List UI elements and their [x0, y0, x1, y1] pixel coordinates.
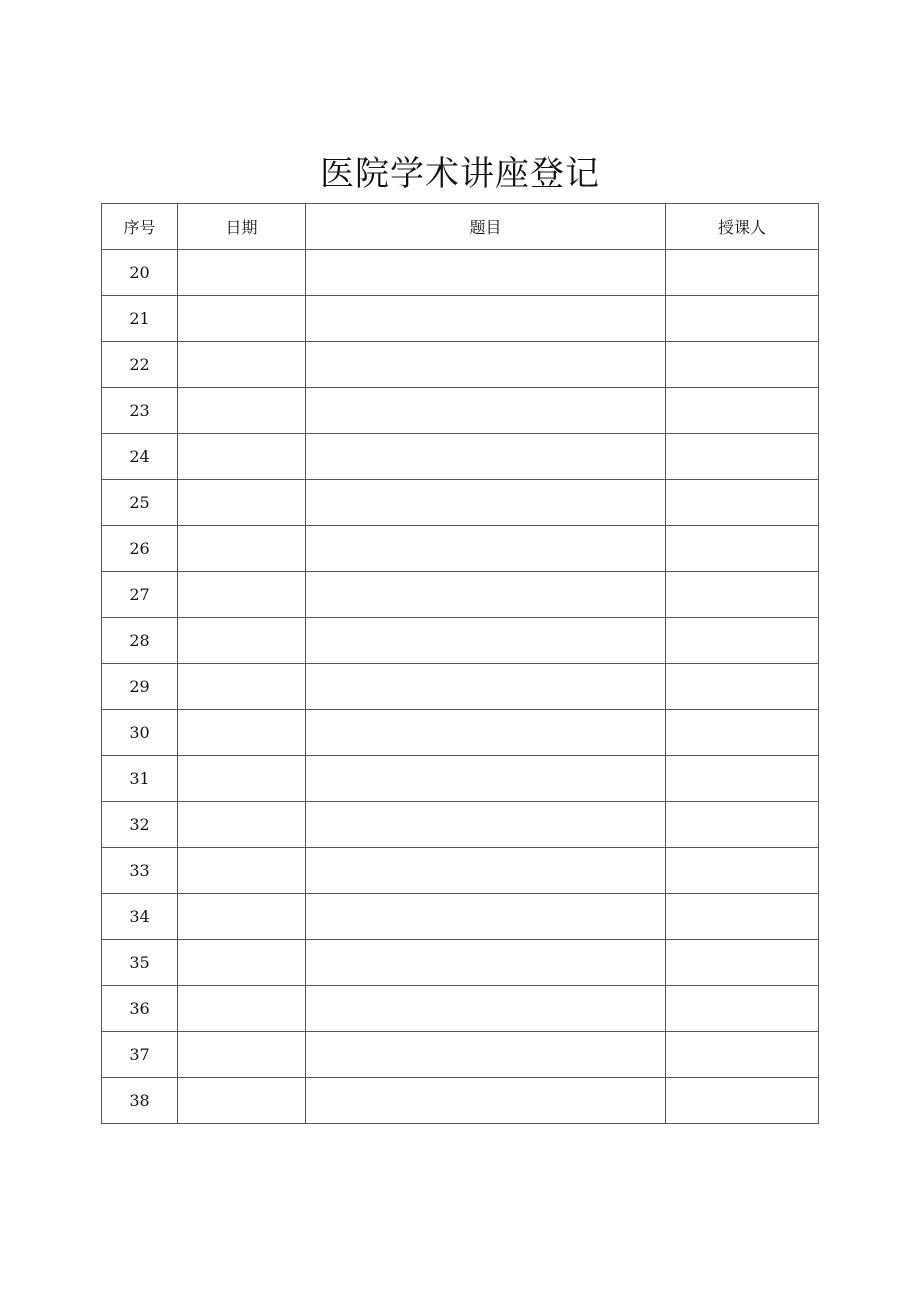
lecture-register-table — [101, 203, 819, 1124]
row-number-cell: 35 — [102, 940, 178, 986]
row-number-cell: 34 — [102, 894, 178, 940]
row-number-cell: 20 — [102, 250, 178, 296]
row-number-cell: 37 — [102, 1032, 178, 1078]
lecturer-cell[interactable] — [666, 526, 819, 572]
date-cell[interactable] — [178, 434, 306, 480]
lecturer-cell[interactable] — [666, 342, 819, 388]
lecturer-cell[interactable] — [666, 618, 819, 664]
lecturer-cell[interactable] — [666, 940, 819, 986]
header-topic: 题目 — [306, 204, 666, 250]
date-cell[interactable] — [178, 480, 306, 526]
date-cell[interactable] — [178, 1078, 306, 1124]
header-row — [102, 204, 819, 250]
date-cell[interactable] — [178, 894, 306, 940]
row-number-cell: 25 — [102, 480, 178, 526]
topic-cell[interactable] — [306, 388, 666, 434]
date-cell[interactable] — [178, 572, 306, 618]
lecturer-cell[interactable] — [666, 296, 819, 342]
date-cell[interactable] — [178, 250, 306, 296]
table-row — [102, 756, 819, 802]
topic-cell[interactable] — [306, 940, 666, 986]
lecturer-cell[interactable] — [666, 986, 819, 1032]
row-number-cell: 31 — [102, 756, 178, 802]
table-row — [102, 1078, 819, 1124]
table-row — [102, 388, 819, 434]
row-number-cell: 38 — [102, 1078, 178, 1124]
register-body — [102, 250, 819, 1124]
table-row — [102, 940, 819, 986]
date-cell[interactable] — [178, 388, 306, 434]
table-row — [102, 894, 819, 940]
table-row — [102, 250, 819, 296]
topic-cell[interactable] — [306, 526, 666, 572]
table-row — [102, 342, 819, 388]
row-number-cell: 29 — [102, 664, 178, 710]
topic-cell[interactable] — [306, 1078, 666, 1124]
row-number-cell: 28 — [102, 618, 178, 664]
table-row — [102, 802, 819, 848]
lecturer-cell[interactable] — [666, 1078, 819, 1124]
topic-cell[interactable] — [306, 986, 666, 1032]
row-number-cell: 23 — [102, 388, 178, 434]
topic-cell[interactable] — [306, 250, 666, 296]
date-cell[interactable] — [178, 296, 306, 342]
table-row — [102, 480, 819, 526]
row-number-cell: 36 — [102, 986, 178, 1032]
date-cell[interactable] — [178, 710, 306, 756]
lecturer-cell[interactable] — [666, 710, 819, 756]
date-cell[interactable] — [178, 848, 306, 894]
lecturer-cell[interactable] — [666, 434, 819, 480]
topic-cell[interactable] — [306, 618, 666, 664]
date-cell[interactable] — [178, 618, 306, 664]
table-row — [102, 664, 819, 710]
table-row — [102, 986, 819, 1032]
topic-cell[interactable] — [306, 1032, 666, 1078]
topic-cell[interactable] — [306, 710, 666, 756]
date-cell[interactable] — [178, 1032, 306, 1078]
lecturer-cell[interactable] — [666, 572, 819, 618]
lecturer-cell[interactable] — [666, 388, 819, 434]
lecturer-cell[interactable] — [666, 894, 819, 940]
table-row — [102, 710, 819, 756]
table-row — [102, 434, 819, 480]
topic-cell[interactable] — [306, 342, 666, 388]
topic-cell[interactable] — [306, 894, 666, 940]
row-number-cell: 24 — [102, 434, 178, 480]
page-title: 医院学术讲座登记 — [320, 154, 600, 194]
topic-cell[interactable] — [306, 848, 666, 894]
topic-cell[interactable] — [306, 802, 666, 848]
table-row — [102, 1032, 819, 1078]
topic-cell[interactable] — [306, 480, 666, 526]
topic-cell[interactable] — [306, 434, 666, 480]
row-number-cell: 27 — [102, 572, 178, 618]
date-cell[interactable] — [178, 756, 306, 802]
lecturer-cell[interactable] — [666, 1032, 819, 1078]
row-number-cell: 33 — [102, 848, 178, 894]
row-number-cell: 26 — [102, 526, 178, 572]
table-row — [102, 618, 819, 664]
row-number-cell: 21 — [102, 296, 178, 342]
lecturer-cell[interactable] — [666, 756, 819, 802]
row-number-cell: 22 — [102, 342, 178, 388]
date-cell[interactable] — [178, 526, 306, 572]
lecturer-cell[interactable] — [666, 848, 819, 894]
date-cell[interactable] — [178, 940, 306, 986]
lecturer-cell[interactable] — [666, 250, 819, 296]
lecturer-cell[interactable] — [666, 664, 819, 710]
date-cell[interactable] — [178, 986, 306, 1032]
header-lecturer: 授课人 — [666, 204, 819, 250]
table-row — [102, 572, 819, 618]
topic-cell[interactable] — [306, 572, 666, 618]
header-no: 序号 — [102, 204, 178, 250]
topic-cell[interactable] — [306, 296, 666, 342]
row-number-cell: 32 — [102, 802, 178, 848]
table-row — [102, 526, 819, 572]
topic-cell[interactable] — [306, 756, 666, 802]
table-row — [102, 296, 819, 342]
date-cell[interactable] — [178, 664, 306, 710]
header-date: 日期 — [178, 204, 306, 250]
date-cell[interactable] — [178, 802, 306, 848]
row-number-cell: 30 — [102, 710, 178, 756]
date-cell[interactable] — [178, 342, 306, 388]
table-row — [102, 848, 819, 894]
topic-cell[interactable] — [306, 664, 666, 710]
lecturer-cell[interactable] — [666, 480, 819, 526]
lecturer-cell[interactable] — [666, 802, 819, 848]
